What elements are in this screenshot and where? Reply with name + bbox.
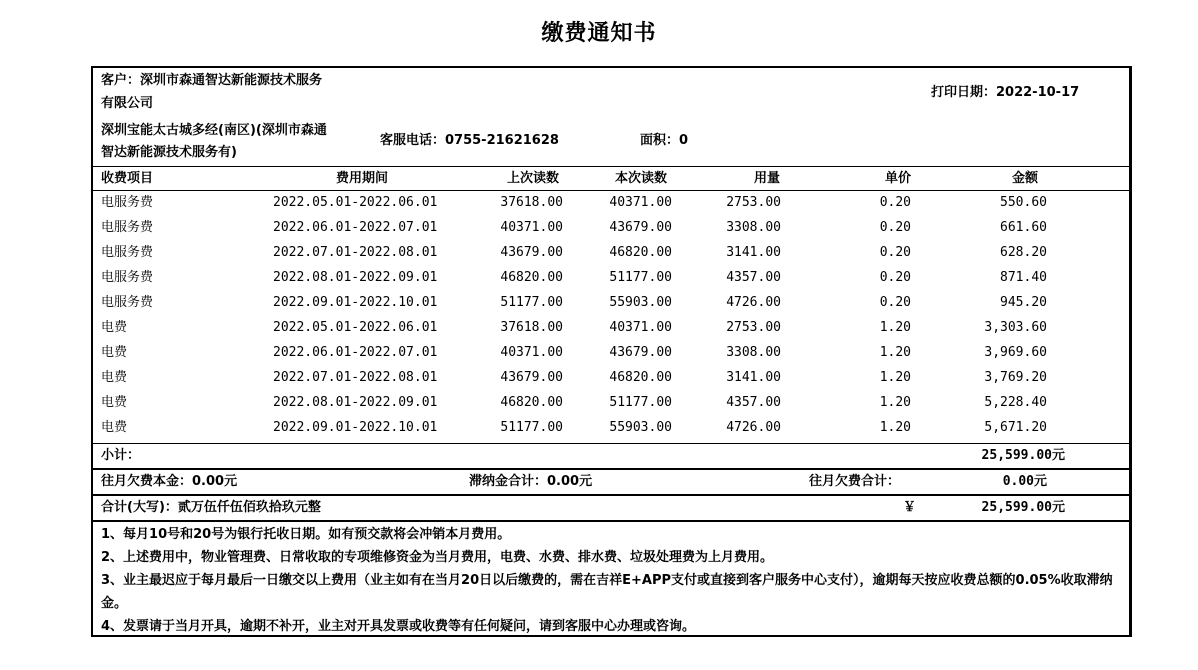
fee-period: 2022.08.01-2022.09.01	[273, 270, 438, 285]
usage: 3141.00	[726, 245, 781, 260]
fee-period: 2022.05.01-2022.06.01	[273, 320, 438, 335]
grand-total-amount: 25,599.00元	[981, 500, 1065, 515]
note-item: 3、业主最迟应于每月最后一日缴交以上费用（业主如有在当月20日以后缴费的，需在吉祥E+APP支付或直接到客户服务中心支付），逾期每天按应收费总额的0.05%收取滞纳金。	[101, 573, 1113, 611]
fee-period: 2022.07.01-2022.08.01	[273, 245, 438, 260]
curr-reading: 40371.00	[609, 320, 672, 335]
curr-reading: 51177.00	[609, 395, 672, 410]
curr-reading: 40371.00	[609, 195, 672, 210]
unit-price: 0.20	[879, 220, 911, 235]
usage: 4357.00	[726, 395, 781, 410]
table-row	[93, 216, 1129, 241]
unit-price: 1.20	[879, 370, 911, 385]
print-date: 打印日期：2022-10-17	[931, 85, 1080, 100]
unit-price: 0.20	[879, 245, 911, 260]
item-name: 电服务费	[101, 245, 154, 260]
customer-name-line1: 客户：深圳市森通智达新能源技术服务	[101, 73, 323, 88]
item-name: 电费	[101, 320, 128, 335]
subtotal-amount: 25,599.00元	[981, 448, 1065, 463]
grand-total-label: 合计(大写)：贰万伍仟伍佰玖拾玖元整	[101, 500, 321, 515]
usage: 2753.00	[726, 320, 781, 335]
unit-price: 1.20	[879, 320, 911, 335]
usage: 3308.00	[726, 220, 781, 235]
amount: 5,228.40	[984, 395, 1047, 410]
item-name: 电服务费	[101, 195, 154, 210]
table-row	[93, 366, 1129, 391]
customer-address-line2: 智达新能源技术服务有)	[101, 145, 237, 160]
unit-price: 0.20	[879, 295, 911, 310]
header-item: 收费项目	[101, 171, 154, 186]
fee-period: 2022.09.01-2022.10.01	[273, 295, 438, 310]
arrears-total-value: 0.00元	[1002, 474, 1047, 489]
curr-reading: 43679.00	[609, 220, 672, 235]
table-row	[93, 341, 1129, 366]
header-period: 费用期间	[336, 171, 389, 186]
currency-symbol: ￥	[903, 500, 917, 515]
curr-reading: 51177.00	[609, 270, 672, 285]
curr-reading: 46820.00	[609, 370, 672, 385]
amount: 550.60	[1000, 195, 1047, 210]
amount: 628.20	[1000, 245, 1047, 260]
fee-period: 2022.09.01-2022.10.01	[273, 420, 438, 435]
fee-period: 2022.08.01-2022.09.01	[273, 395, 438, 410]
table-row	[93, 266, 1129, 291]
unit-price: 0.20	[879, 270, 911, 285]
amount: 3,769.20	[984, 370, 1047, 385]
curr-reading: 46820.00	[609, 245, 672, 260]
subtotal-row	[93, 444, 1129, 469]
prev-reading: 51177.00	[500, 295, 563, 310]
table-row	[93, 416, 1129, 441]
usage: 2753.00	[726, 195, 781, 210]
amount: 3,969.60	[984, 345, 1047, 360]
note-item: 4、发票请于当月开具，逾期不补开，业主对开具发票或收费等有任何疑问，请到客服中心办理或咨询。	[101, 619, 696, 634]
area: 面积：0	[640, 133, 689, 148]
header-unit-price: 单价	[885, 171, 912, 186]
prev-reading: 46820.00	[500, 395, 563, 410]
prev-reading: 40371.00	[500, 220, 563, 235]
table-row	[93, 291, 1129, 316]
note-item: 2、上述费用中，物业管理费、日常收取的专项维修资金为当月费用，电费、水费、排水费、垃圾处理费为上月费用。	[101, 550, 774, 565]
grand-total-row	[93, 496, 1129, 521]
page-title: 缴费通知书	[541, 21, 657, 46]
fee-period: 2022.07.01-2022.08.01	[273, 370, 438, 385]
notice-frame	[91, 66, 1132, 637]
item-name: 电费	[101, 345, 128, 360]
unit-price: 0.20	[879, 195, 911, 210]
usage: 3308.00	[726, 345, 781, 360]
divider	[93, 520, 1129, 522]
table-row	[93, 316, 1129, 341]
subtotal-label: 小计：	[101, 448, 141, 463]
amount: 3,303.60	[984, 320, 1047, 335]
notes-section	[101, 523, 1121, 638]
item-name: 电费	[101, 370, 128, 385]
header-curr-reading: 本次读数	[615, 171, 668, 186]
arrears-principal: 往月欠费本金：0.00元	[101, 474, 238, 489]
header-usage: 用量	[754, 171, 781, 186]
customer-address-line1: 深圳宝能太古城多经(南区)(深圳市森通	[101, 123, 327, 138]
usage: 4357.00	[726, 270, 781, 285]
fee-period: 2022.06.01-2022.07.01	[273, 345, 438, 360]
amount: 5,671.20	[984, 420, 1047, 435]
arrears-total-label: 往月欠费合计：	[809, 474, 901, 489]
table-row	[93, 391, 1129, 416]
note-item: 1、每月10号和20号为银行托收日期。如有预交款将会冲销本月费用。	[101, 527, 511, 542]
prev-reading: 51177.00	[500, 420, 563, 435]
table-header	[93, 167, 1129, 192]
fee-period: 2022.05.01-2022.06.01	[273, 195, 438, 210]
amount: 871.40	[1000, 270, 1047, 285]
item-name: 电服务费	[101, 270, 154, 285]
late-fee-total: 滞纳金合计：0.00元	[469, 474, 593, 489]
prev-reading: 46820.00	[500, 270, 563, 285]
curr-reading: 55903.00	[609, 420, 672, 435]
service-phone: 客服电话：0755-21621628	[380, 133, 559, 148]
customer-name-line2: 有限公司	[101, 96, 154, 111]
unit-price: 1.20	[879, 395, 911, 410]
curr-reading: 43679.00	[609, 345, 672, 360]
item-name: 电服务费	[101, 220, 154, 235]
amount: 661.60	[1000, 220, 1047, 235]
header-amount: 金额	[1012, 171, 1039, 186]
table-row	[93, 241, 1129, 266]
prev-reading: 37618.00	[500, 195, 563, 210]
arrears-row	[93, 470, 1129, 495]
usage: 3141.00	[726, 370, 781, 385]
prev-reading: 43679.00	[500, 370, 563, 385]
prev-reading: 43679.00	[500, 245, 563, 260]
table-row	[93, 191, 1129, 216]
unit-price: 1.20	[879, 420, 911, 435]
fee-period: 2022.06.01-2022.07.01	[273, 220, 438, 235]
item-name: 电服务费	[101, 295, 154, 310]
item-name: 电费	[101, 420, 128, 435]
amount: 945.20	[1000, 295, 1047, 310]
unit-price: 1.20	[879, 345, 911, 360]
header-prev-reading: 上次读数	[507, 171, 560, 186]
prev-reading: 40371.00	[500, 345, 563, 360]
usage: 4726.00	[726, 295, 781, 310]
curr-reading: 55903.00	[609, 295, 672, 310]
prev-reading: 37618.00	[500, 320, 563, 335]
item-name: 电费	[101, 395, 128, 410]
usage: 4726.00	[726, 420, 781, 435]
